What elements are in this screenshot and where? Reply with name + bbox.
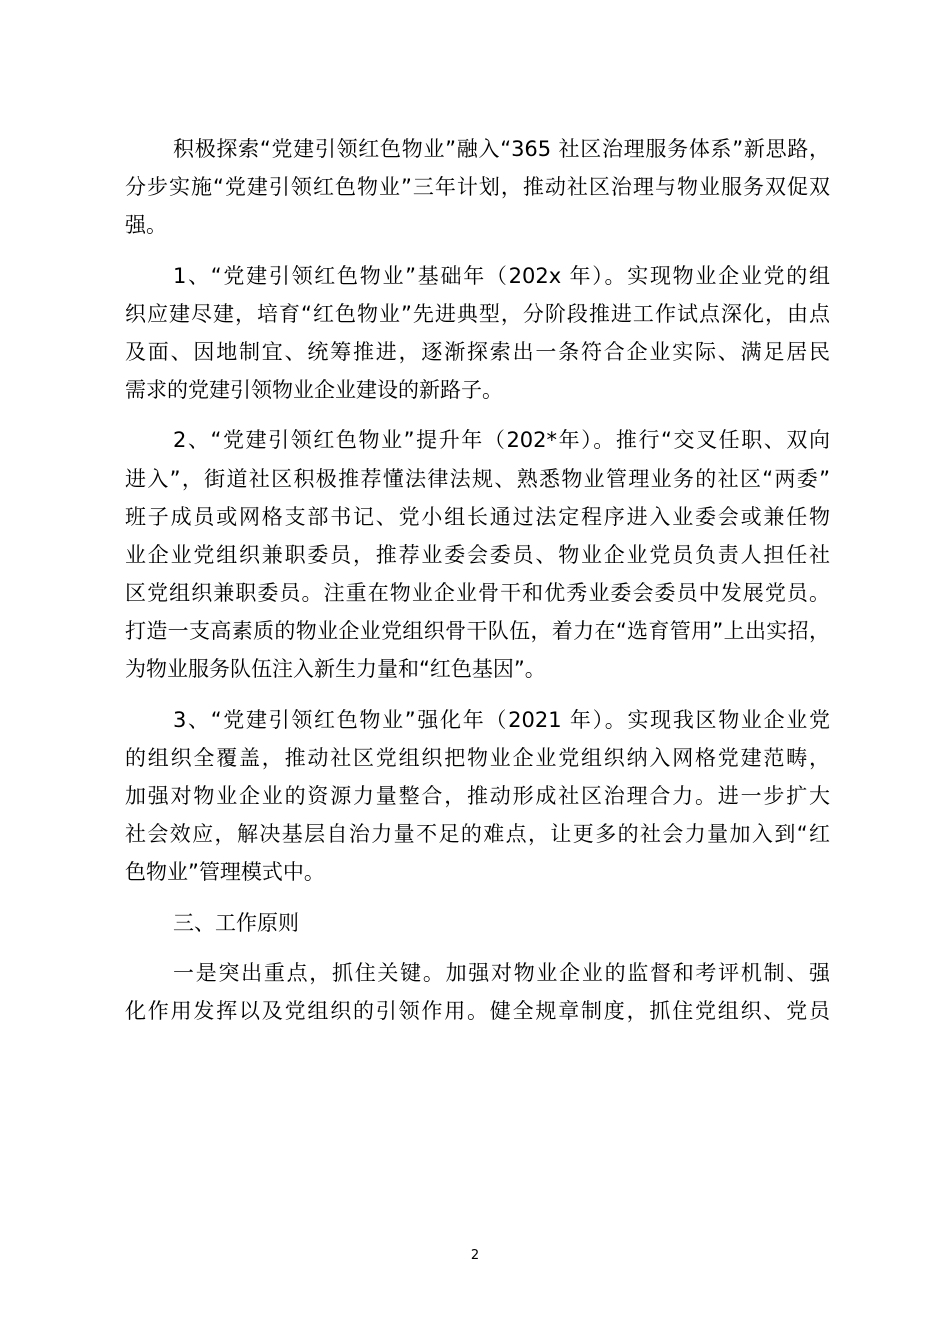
- text-line: 的组织全覆盖，推动社区党组织把物业企业党组织纳入网格党建范畴，: [125, 745, 830, 770]
- text-line: 织应建尽建，培育“红色物业”先进典型，分阶段推进工作试点深化，由点: [125, 301, 830, 326]
- text-line: 分步实施“党建引领红色物业”三年计划，推动社区治理与物业服务双促双: [125, 175, 830, 200]
- section-heading: [125, 904, 830, 942]
- text-line: 社会效应，解决基层自治力量不足的难点，让更多的社会力量加入到“红: [125, 822, 830, 847]
- paragraph-item-2: [125, 421, 830, 688]
- text-line: 强。: [125, 213, 167, 238]
- text-line: 一是突出重点，抓住关键。加强对物业企业的监督和考评机制、强: [173, 960, 830, 985]
- text-line: 色物业”管理模式中。: [125, 860, 325, 885]
- text-line: 化作用发挥以及党组织的引领作用。健全规章制度，抓住党组织、党员: [125, 998, 830, 1023]
- text-line: 1、“党建引领红色物业”基础年（202x 年）。实现物业企业党的组: [173, 263, 830, 288]
- heading-text: 三、工作原则: [173, 910, 299, 935]
- text-line: 业企业党组织兼职委员，推荐业委会委员、物业企业党员负责人担任社: [125, 542, 830, 567]
- text-line: 班子成员或网格支部书记、党小组长通过法定程序进入业委会或兼任物: [125, 504, 830, 529]
- text-line: 2、“党建引领红色物业”提升年（202*年）。推行“交叉任职、双向: [173, 428, 830, 453]
- text-line: 及面、因地制宜、统筹推进，逐渐探索出一条符合企业实际、满足居民: [125, 339, 830, 364]
- paragraph-intro: [125, 130, 830, 245]
- paragraph-item-1: [125, 257, 830, 410]
- text-line: 需求的党建引领物业企业建设的新路子。: [125, 378, 503, 403]
- text-line: 区党组织兼职委员。注重在物业企业骨干和优秀业委会委员中发展党员。: [125, 581, 830, 606]
- paragraph-item-3: [125, 701, 830, 892]
- paragraph-principle-1: [125, 954, 830, 1030]
- text-line: 积极探索“党建引领红色物业”融入“365 社区治理服务体系”新思路，: [173, 137, 830, 161]
- document-body: [125, 130, 830, 1030]
- text-line: 3、“党建引领红色物业”强化年（2021 年）。实现我区物业企业党: [173, 707, 830, 732]
- text-line: 进入”，街道社区积极推荐懂法律法规、熟悉物业管理业务的社区“两委”: [125, 466, 830, 491]
- page-number: 2: [470, 1248, 480, 1263]
- text-line: 为物业服务队伍注入新生力量和“红色基因”。: [125, 657, 546, 682]
- text-line: 加强对物业企业的资源力量整合，推动形成社区治理合力。进一步扩大: [125, 784, 830, 808]
- text-line: 打造一支高素质的物业企业党组织骨干队伍，着力在“选育管用”上出实招，: [125, 619, 830, 644]
